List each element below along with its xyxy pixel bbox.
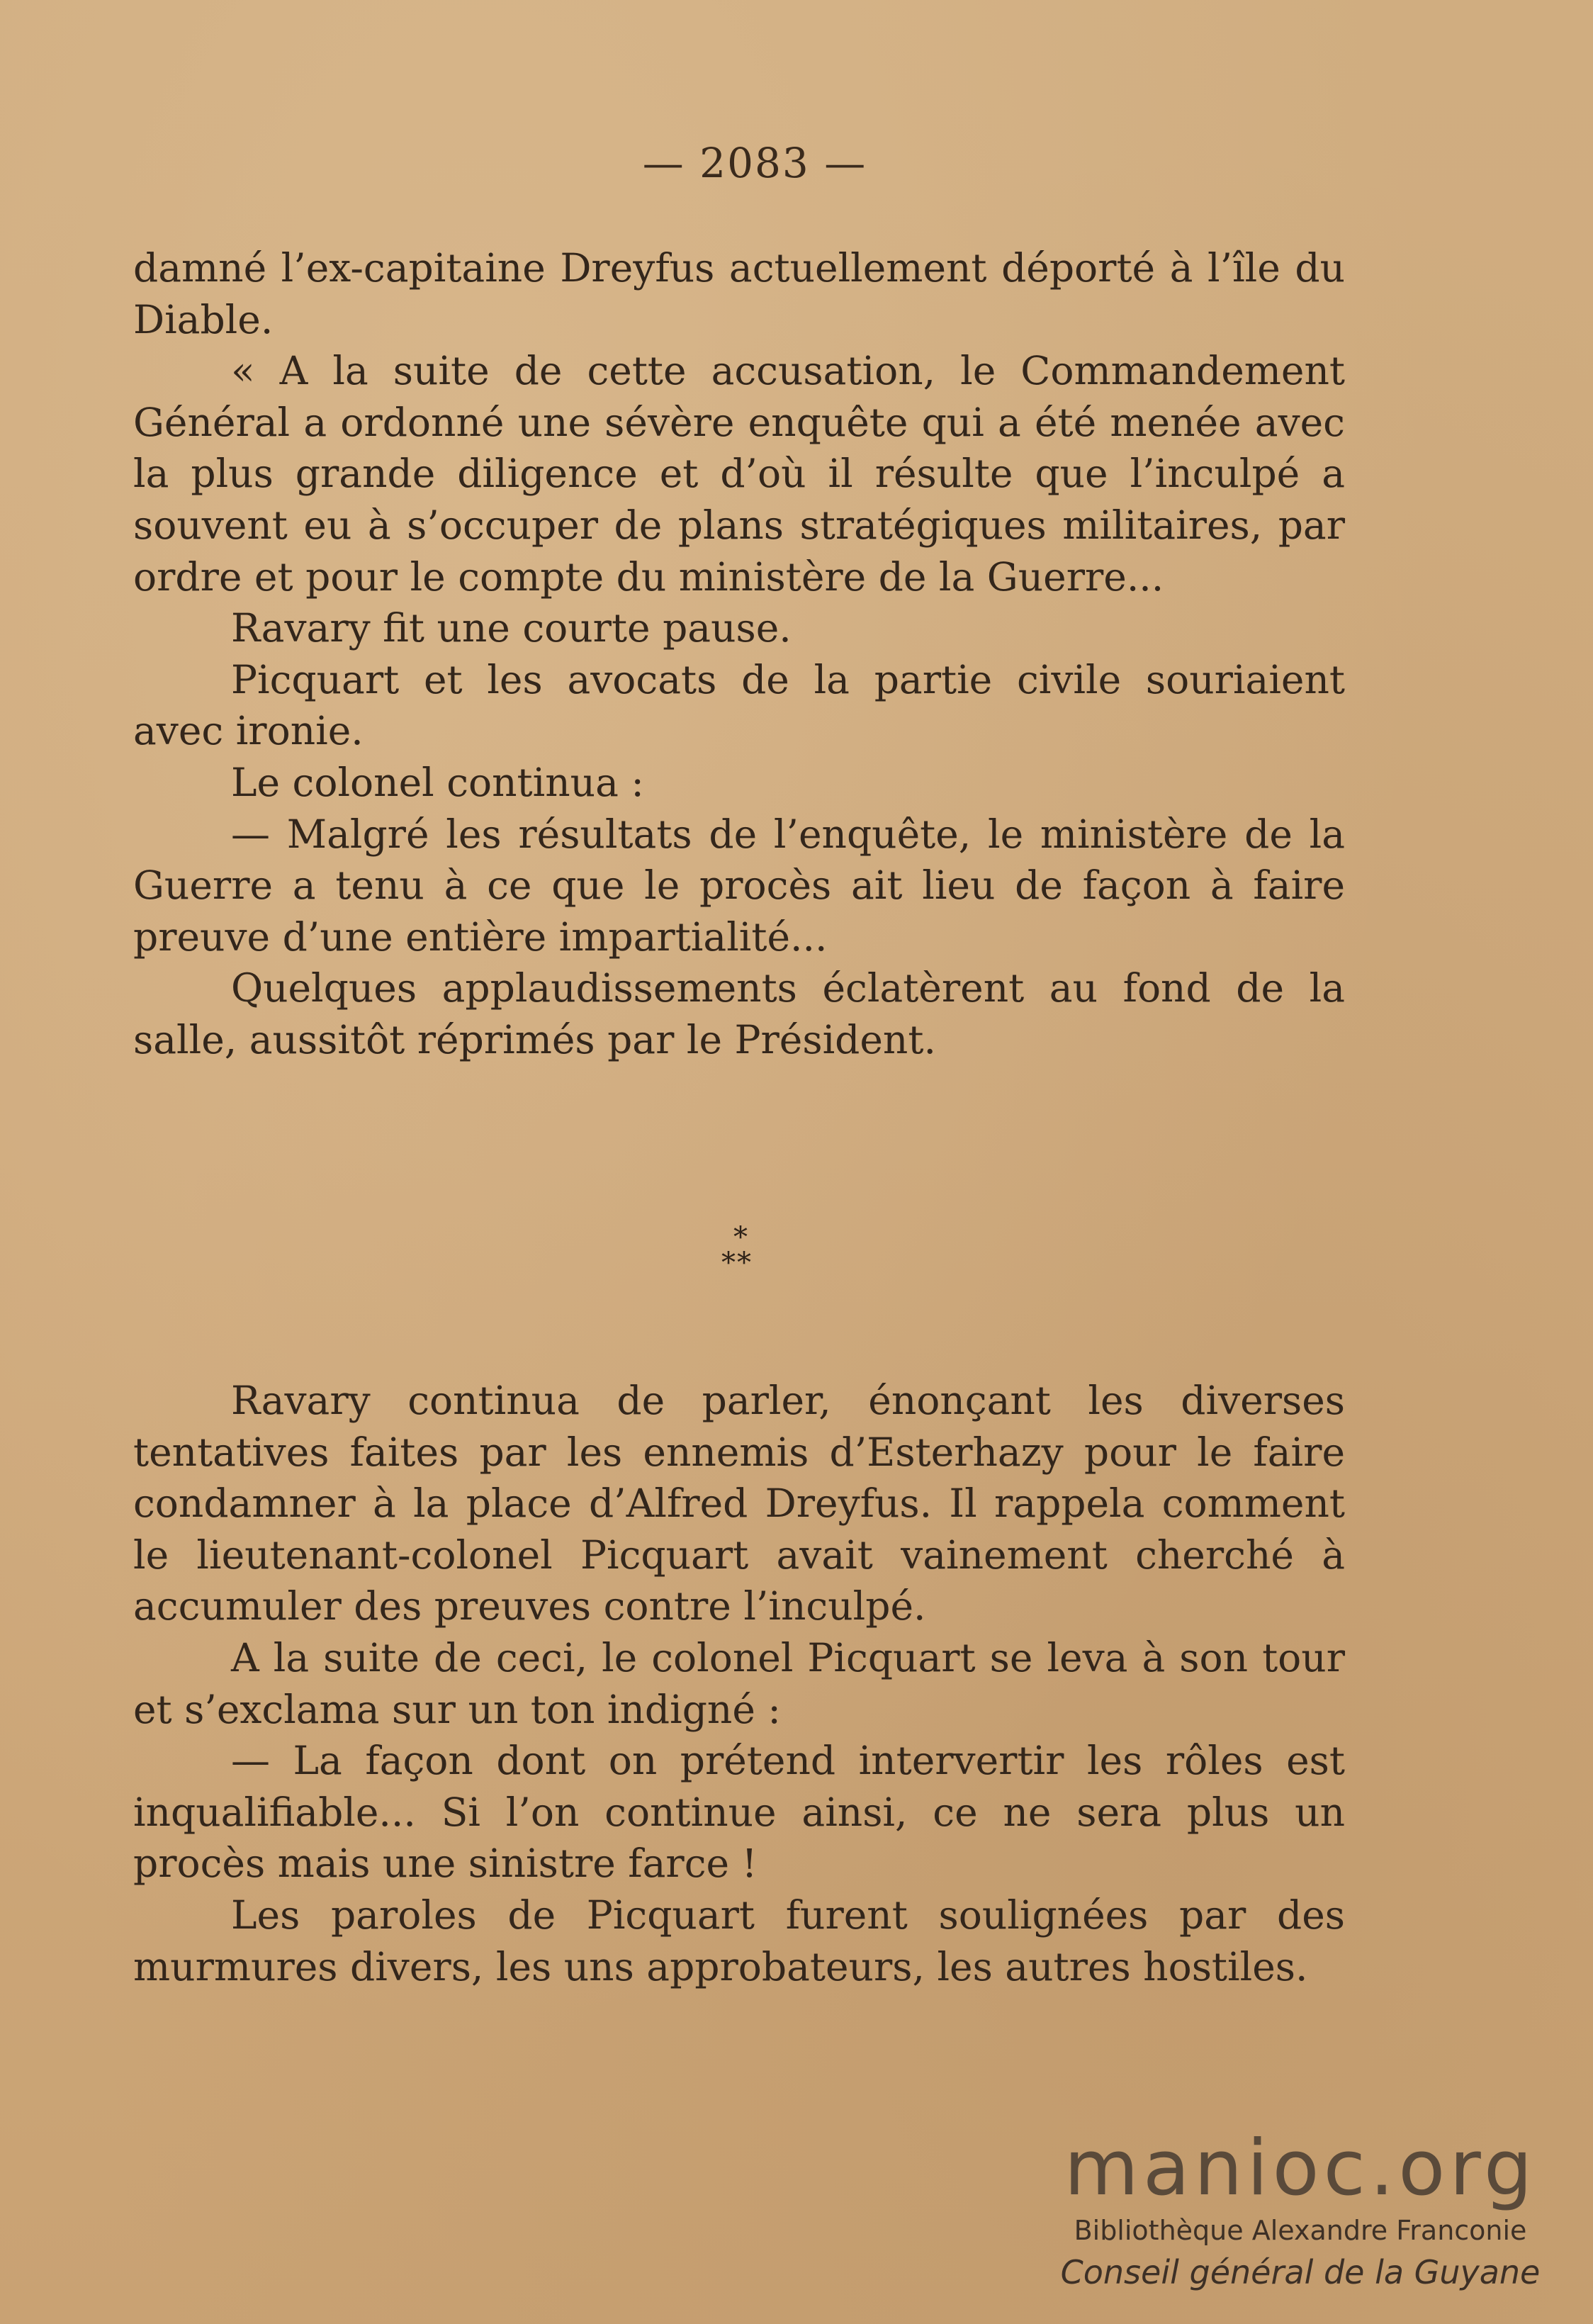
asterism-bottom: ** bbox=[721, 1247, 753, 1279]
manioc-logo: manioc.org bbox=[1064, 2124, 1537, 2213]
text-block-top bbox=[133, 242, 1345, 1066]
paragraph: — Malgré les résultats de l’enquête, le ministère de la Guerre a tenu à ce que le procès ait lieu de façon à faire preuve d’une entière impartialité... bbox=[133, 811, 1345, 960]
paragraph: — La façon dont on prétend intervertir les rôles est inqualifiable... Si l’on continue ainsi, ce ne sera plus un procès mais une sinistre farce ! bbox=[133, 1738, 1345, 1887]
paragraph: Ravary continua de parler, énonçant les diverses tentatives faites par les ennemis d’Esterhazy pour le faire condamner à la place d’Alfred Dreyfus. Il rappela comment le lieutenant-colonel Picquart avait vainement cherché à accumuler des preuves contre l’inculpé. bbox=[133, 1378, 1345, 1629]
asterism-top: * bbox=[733, 1221, 748, 1254]
paragraph: « A la suite de cette accusation, le Commandement Général a ordonné une sévère enquête qui a été menée avec la plus grande diligence et d’où il résulte que l’inculpé a souvent eu à s’occuper de plans stratégiques militaires, par ordre et pour le compte du ministère de la Guerre... bbox=[133, 348, 1345, 600]
paragraph: Les paroles de Picquart furent soulignées par des murmures divers, les uns approbateurs, les autres hostiles. bbox=[133, 1892, 1345, 1989]
text-block-bottom bbox=[133, 1375, 1345, 1992]
paragraph: Le colonel continua : bbox=[231, 759, 644, 805]
asterism-separator bbox=[666, 1221, 808, 1279]
paragraph: Picquart et les avocats de la partie civile souriaient avec ironie. bbox=[133, 656, 1345, 754]
paragraph: Quelques applaudissements éclatèrent au fond de la salle, aussitôt réprimés par le Président. bbox=[133, 965, 1345, 1062]
paragraph: A la suite de ceci, le colonel Picquart se leva à son tour et s’exclama sur un ton indigné : bbox=[133, 1634, 1345, 1732]
page-number: — 2083 — bbox=[642, 139, 867, 187]
paragraph: damné l’ex-capitaine Dreyfus actuellement déporté à l’île du Diable. bbox=[133, 245, 1345, 342]
watermark-library-name: Bibliothèque Alexandre Franconie bbox=[1074, 2215, 1527, 2246]
manioc-watermark bbox=[1049, 2124, 1552, 2294]
paragraph: Ravary fit une courte pause. bbox=[231, 605, 792, 651]
watermark-council-name: Conseil général de la Guyane bbox=[1060, 2253, 1541, 2291]
